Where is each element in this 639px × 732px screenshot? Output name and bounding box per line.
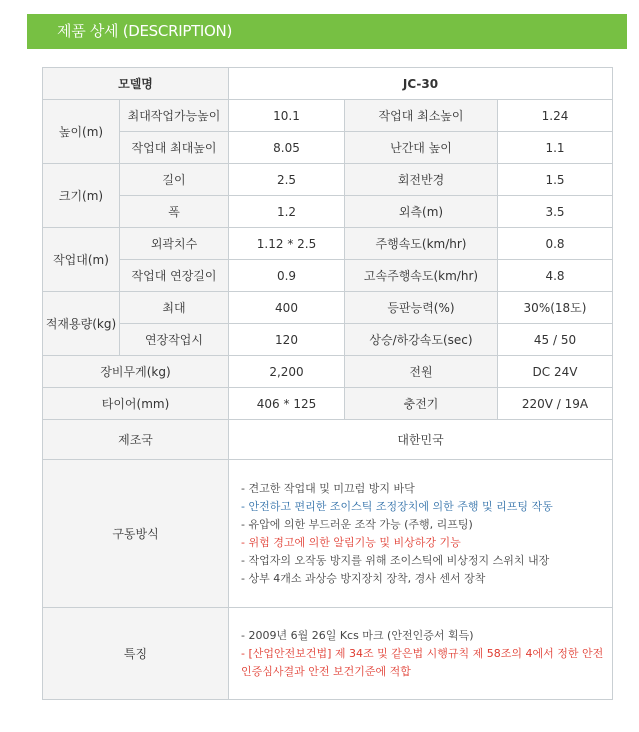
list-item: - 안전하고 편리한 조이스틱 조정장치에 의한 주행 및 리프팅 작동 (241, 499, 553, 513)
table-row (43, 164, 613, 196)
table-row (43, 132, 613, 164)
rail-value: 1.1 (498, 132, 613, 164)
page-title: 제품 상세 (DESCRIPTION) (27, 14, 627, 49)
length-label: 길이 (120, 164, 229, 196)
tire-value: 406 * 125 (229, 388, 345, 420)
table-row (43, 388, 613, 420)
max-work-height-value: 10.1 (229, 100, 345, 132)
lift-value: 45 / 50 (498, 324, 613, 356)
length-value: 2.5 (229, 164, 345, 196)
outer-label: 외측(m) (345, 196, 498, 228)
list-item: - 유압에 의한 부드러운 조작 가능 (주행, 리프팅) (241, 517, 473, 531)
width-value: 1.2 (229, 196, 345, 228)
load-max-value: 400 (229, 292, 345, 324)
origin-label: 제조국 (43, 420, 229, 460)
platform-group-label: 작업대(m) (43, 228, 120, 292)
weight-value: 2,200 (229, 356, 345, 388)
load-max-label: 최대 (120, 292, 229, 324)
turn-value: 1.5 (498, 164, 613, 196)
table-row (43, 292, 613, 324)
platform-max-label: 작업대 최대높이 (120, 132, 229, 164)
table-row (43, 196, 613, 228)
list-item: - 상부 4개소 과상승 방지장치 장착, 경사 센서 장착 (241, 571, 486, 585)
ext-label: 작업대 연장길이 (120, 260, 229, 292)
speed-label: 주행속도(km/hr) (345, 228, 498, 260)
power-label: 전원 (345, 356, 498, 388)
list-item: - 2009년 6월 26일 Kcs 마크 (안전인증서 획득) (241, 628, 474, 642)
outer-dim-label: 외곽치수 (120, 228, 229, 260)
list-item: - 견고한 작업대 및 미끄럼 방지 바닥 (241, 481, 415, 495)
platform-max-value: 8.05 (229, 132, 345, 164)
lift-label: 상승/하강속도(sec) (345, 324, 498, 356)
width-label: 폭 (120, 196, 229, 228)
model-label: 모델명 (43, 68, 229, 100)
platform-min-label: 작업대 최소높이 (345, 100, 498, 132)
list-item: - [산업안전보건법] 제 34조 및 같은법 시행규칙 제 58조의 4에서 정한 안전인증심사결과 안전 보건기준에 적합 (241, 646, 604, 678)
max-work-height-label: 최대작업가능높이 (120, 100, 229, 132)
table-row (43, 100, 613, 132)
table-row (43, 460, 613, 608)
high-speed-label: 고속주행속도(km/hr) (345, 260, 498, 292)
table-row (43, 324, 613, 356)
speed-value: 0.8 (498, 228, 613, 260)
ext-work-label: 연장작업시 (120, 324, 229, 356)
list-item: - 위험 경고에 의한 알림기능 및 비상하강 기능 (241, 535, 461, 549)
charger-value: 220V / 19A (498, 388, 613, 420)
turn-label: 회전반경 (345, 164, 498, 196)
model-value: JC-30 (229, 68, 613, 100)
table-row (43, 608, 613, 700)
outer-dim-value: 1.12 * 2.5 (229, 228, 345, 260)
table-row (43, 420, 613, 460)
table-row (43, 356, 613, 388)
high-speed-value: 4.8 (498, 260, 613, 292)
drive-items (229, 460, 613, 608)
grade-label: 등판능력(%) (345, 292, 498, 324)
rail-label: 난간대 높이 (345, 132, 498, 164)
feature-label: 특징 (43, 608, 229, 700)
drive-label: 구동방식 (43, 460, 229, 608)
height-group-label: 높이(m) (43, 100, 120, 164)
table-row (43, 68, 613, 100)
platform-min-value: 1.24 (498, 100, 613, 132)
feature-items (229, 608, 613, 700)
weight-label: 장비무게(kg) (43, 356, 229, 388)
charger-label: 충전기 (345, 388, 498, 420)
table-row (43, 228, 613, 260)
size-group-label: 크기(m) (43, 164, 120, 228)
power-value: DC 24V (498, 356, 613, 388)
spec-table (42, 67, 613, 700)
list-item: - 작업자의 오작동 방지를 위해 조이스틱에 비상정지 스위치 내장 (241, 553, 550, 567)
tire-label: 타이어(mm) (43, 388, 229, 420)
grade-value: 30%(18도) (498, 292, 613, 324)
load-group-label: 적재용량(kg) (43, 292, 120, 356)
table-row (43, 260, 613, 292)
ext-work-value: 120 (229, 324, 345, 356)
outer-value: 3.5 (498, 196, 613, 228)
ext-value: 0.9 (229, 260, 345, 292)
origin-value: 대한민국 (229, 420, 613, 460)
